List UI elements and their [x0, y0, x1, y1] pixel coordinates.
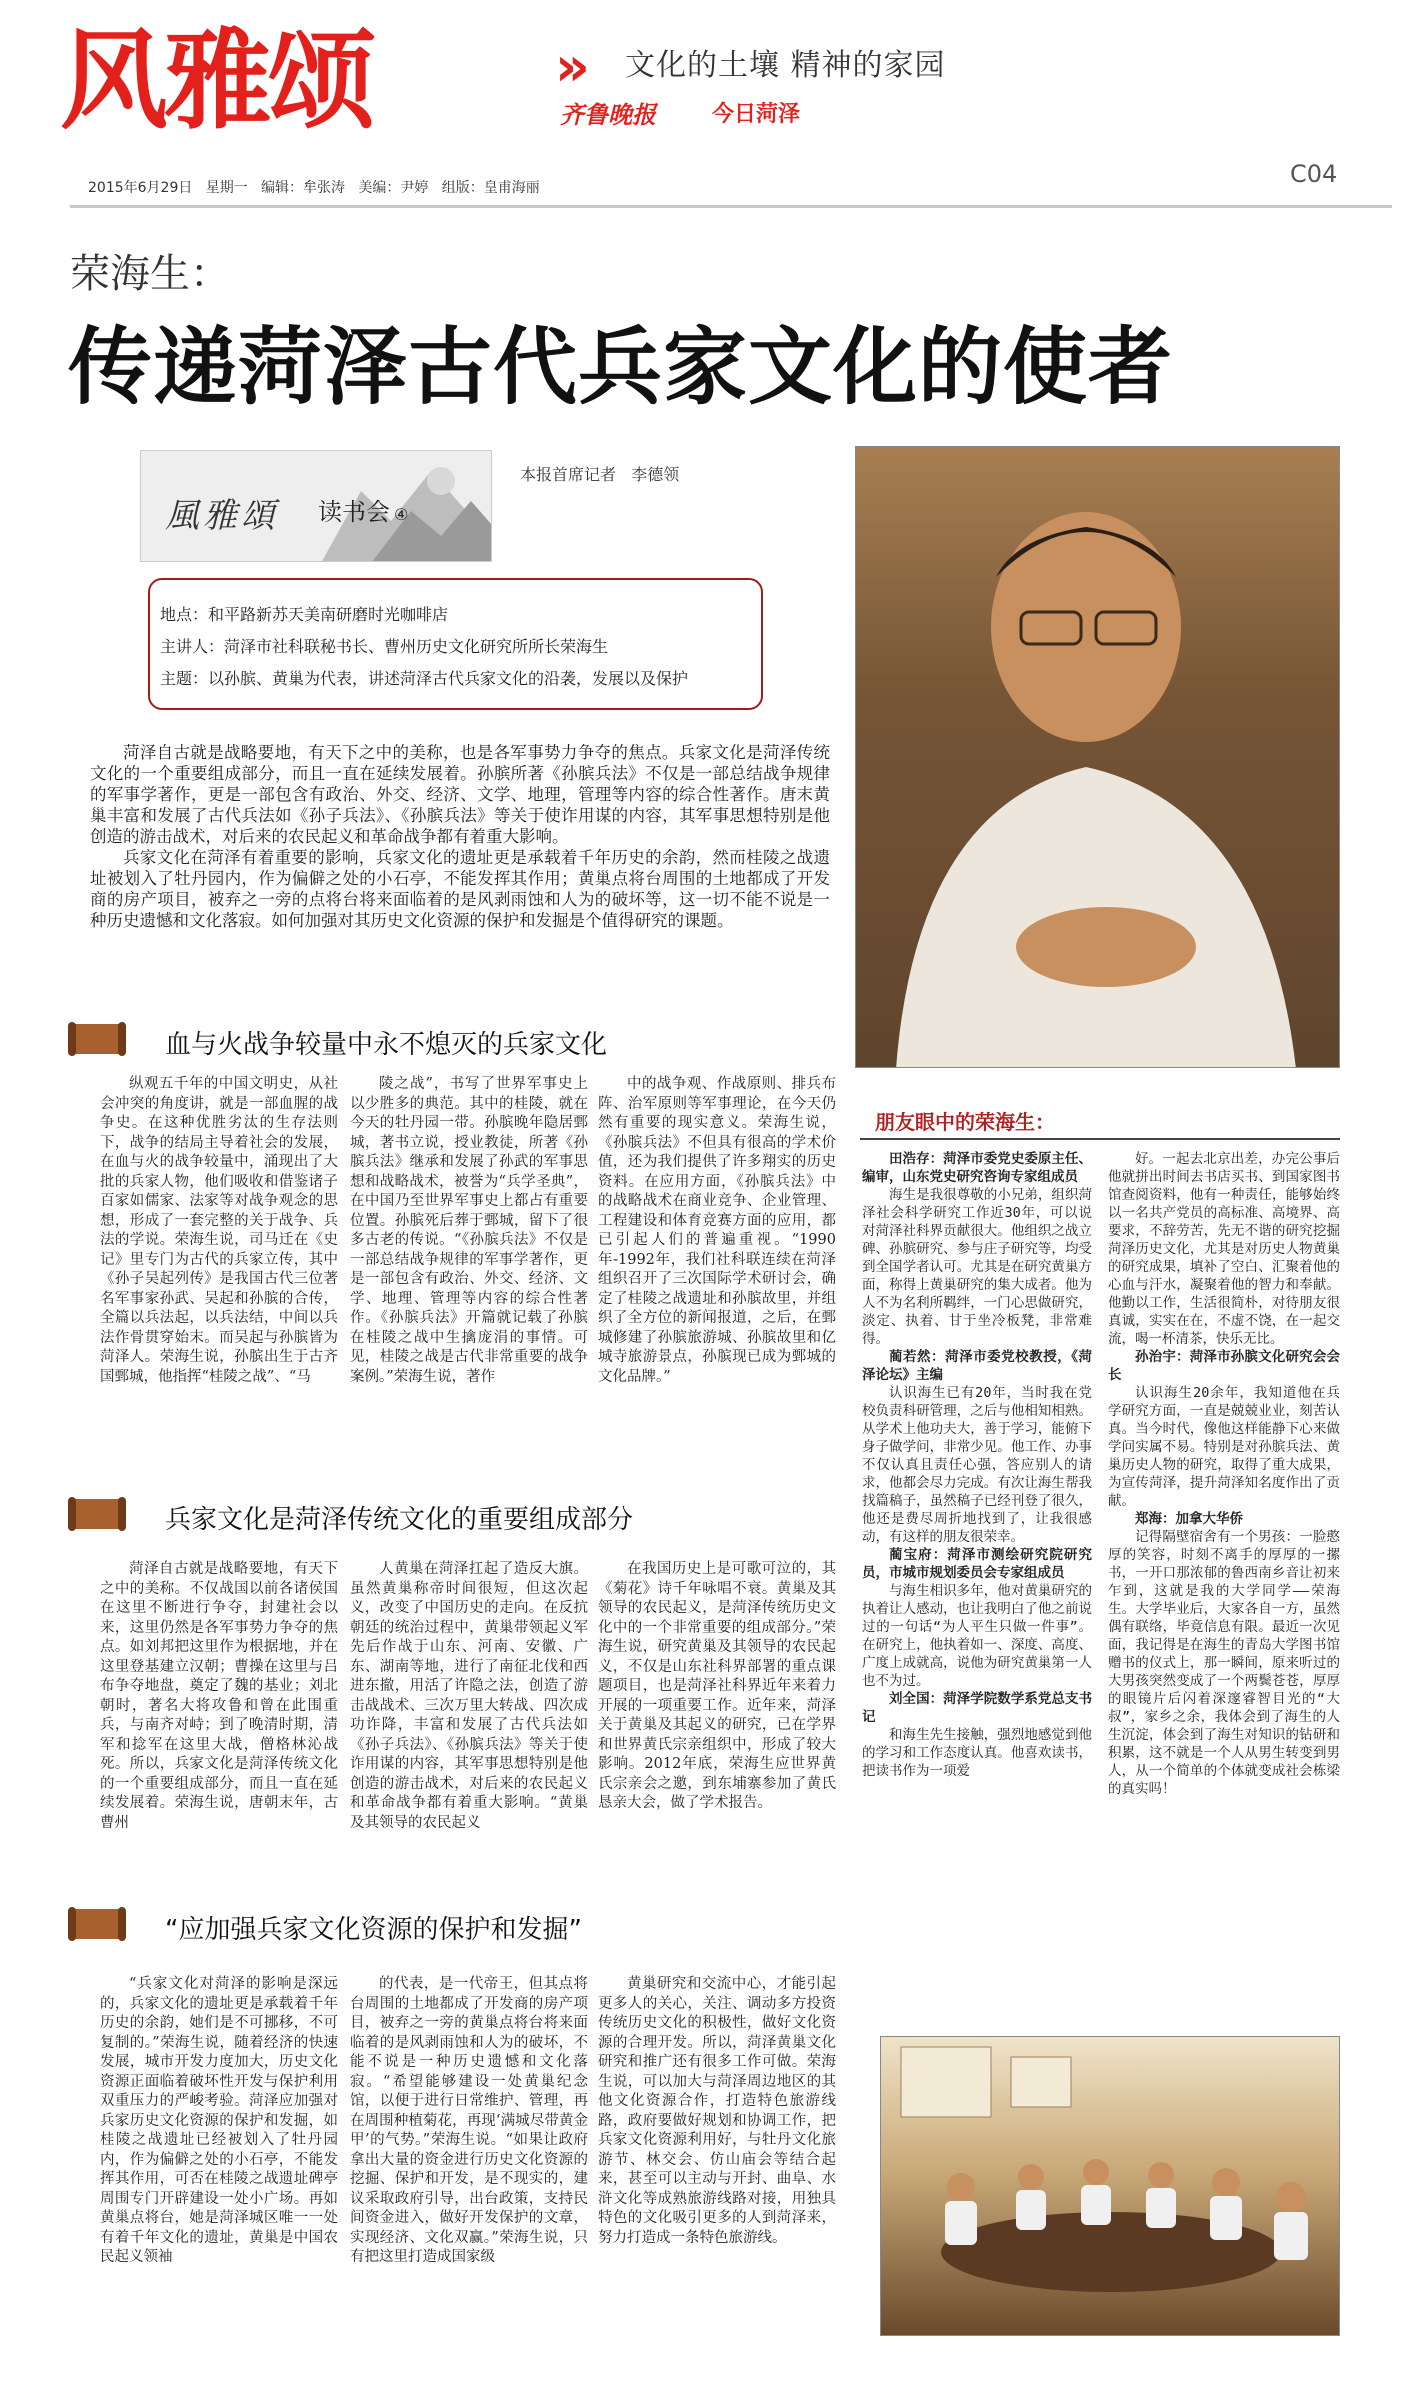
page-number: C04	[1290, 160, 1338, 188]
friend-name: 孙治宇：菏泽市孙膑文化研究会会长	[1108, 1349, 1340, 1383]
intro-paragraph: 兵家文化在菏泽有着重要的影响，兵家文化的遗址更是承载着千年历史的余韵，然而桂陵之战遗址被划入了牡丹园内，作为偏僻之处的小石亭，不能发挥其作用；黄巢点将台周围的土地都成了开发商的房产项目，被弃之一旁的点将台将来面临着的是风剥雨蚀和人为的破坏等，这一切不能不说是一种历史遗憾和文化落寂。如何加强对其历史文化资源的保护和发掘是个值得研究的课题。	[90, 848, 830, 930]
friends-divider	[860, 1138, 1340, 1140]
friend-quote: 认识海生已有20年，当时我在党校负责科研管理，之后与他相知相熟。从学术上他功夫大，善于学习，能俯下身子做学问，非常少见。他工作、办事不仅认真且责任心强，答应别人的请求，他都会尽力完成。有次让海生帮我找篇稿子，虽然稿子已经刊登了很久，他还是费尽周折地找到了，让我很感动，有这样的朋友很荣幸。	[862, 1385, 1092, 1545]
friends-column-2	[1108, 1150, 1340, 1798]
section-2-column-1: 菏泽自古就是战略要地，有天下之中的美称。不仅战国以前各诸侯国在这里不断进行争夺，封建社会以来，这里仍然是各军事势力争夺的焦点。如刘邦把这里作为根据地，并在这里登基建立汉朝；曹操在这里与吕布争夺地盘，奠定了魏的基业；刘北朝时，著名大将攻鲁和曾在此围重兵，与南齐对峙；到了晚清时期，清军和捻军在这里大战，僧格林沁战死。所以，兵家文化是菏泽传统文化的一个重要组成部分，而且一直在延续发展着。荣海生说，唐朝末年，古曹州	[100, 1561, 338, 1831]
article-kicker: 荣海生：	[70, 251, 230, 297]
event-speaker: 主讲人：菏泽市社科联秘书长、曹州历史文化研究所所长荣海生	[160, 637, 609, 656]
friends-heading: 朋友眼中的荣海生：	[875, 1110, 1055, 1134]
portrait-photo	[855, 446, 1340, 1068]
byline: 本报首席记者 李德领	[520, 465, 680, 484]
scroll-icon	[68, 1905, 126, 1943]
article-intro	[90, 742, 830, 931]
section-1-column-3: 中的战争观、作战原则、排兵布阵、治军原则等军事理论，在今天仍然有重要的现实意义。荣海生说，《孙膑兵法》不但具有很高的学术价值，还为我们提供了许多翔实的历史资料。在应用方面，《孙膑兵法》中的战略战术在商业竞争、企业管理、工程建设和体育竞赛方面的应用，都已引起人们的普遍重视。“1990年-1992年，我们社科联连续在菏泽组织召开了三次国际学术研讨会，确定了桂陵之战遗址和孙膑故里，并组织了全方位的新闻报道，之后，在鄄城修建了孙膑旅游城、孙膑故里和亿城寺旅游景点，孙膑现已成为鄄城的文化品牌。”	[598, 1076, 836, 1385]
newspaper-name: 齐鲁晚报	[560, 100, 656, 129]
friend-quote: 好。一起去北京出差，办完公事后他就拼出时间去书店买书、到国家图书馆查阅资料，他有一种责任，能够始终以一名共产党员的高标准、高境界、高要求，不辞劳苦，先无不谐的研究挖掘菏泽历史文化，尤其是对历史人物黄巢的研究成果，填补了空白、汇聚着他的心血与汗水，凝聚着他的智力和奉献。他勤以工作，生活很简朴，对待朋友很真诚，实实在在，不虚不饶，在一起交流，喝一杯清茶，快乐无比。	[1108, 1151, 1340, 1347]
masthead-logo: 风雅颂	[60, 19, 373, 144]
friend-quote: 和海生先生接触，强烈地感觉到他的学习和工作态度认真。他喜欢读书，把读书作为一项爱	[862, 1727, 1092, 1779]
section-3-column-2: 的代表，是一代帝王，但其点将台周围的土地都成了开发商的房产项目，被弃之一旁的黄巢点将台将来面临着的是风剥雨蚀和人为的破坏，不能不说是一种历史遗憾和文化落寂。“希望能够建设一处黄巢纪念馆，以便于进行日常维护、管理，再在周围种植菊花，再现‘满城尽带黄金甲’的气势。”荣海生说。“如果让政府拿出大量的资金进行历史文化资源的挖掘、保护和开发，是不现实的，建议采取政府引导，出台政策，支持民间资金进入，做好开发保护的文章，实现经济、文化双赢。”荣海生说，只有把这里打造成国家级	[350, 1976, 588, 2265]
section-heading: 兵家文化是菏泽传统文化的重要组成部分	[165, 1505, 634, 1535]
scroll-icon	[68, 1020, 126, 1058]
section-2-column-2: 人黄巢在菏泽扛起了造反大旗。虽然黄巢称帝时间很短，但这次起义，改变了中国历史的走向。在反抗朝廷的统治过程中，黄巢带领起义军先后作战于山东、河南、安徽、广东、湖南等地，进行了南征北伐和西进东撤，用活了许隐之法，创造了游击战战术、三次万里大转战、四次成功诈降，丰富和发展了古代兵法如《孙子兵法》、《孙膑兵法》等关于使诈用谋的内容，其军事思想特别是他创造的游击战术，对后来的农民起义和革命战争都有着重大影响。“黄巢及其领导的农民起义	[350, 1561, 588, 1831]
meeting-scene	[881, 2037, 1340, 2336]
reading-club-logo-text: 風雅頌	[165, 496, 279, 536]
section-1-column-2: 陵之战”，书写了世界军事史上以少胜多的典范。其中的桂陵，就在今天的牡丹园一带。孙膑晚年隐居鄄城，著书立说，授业教徒，所著《孙膑兵法》继承和发展了孙武的军事思想和战略战术，被誉为“兵学圣典”，在中国乃至世界军事史上都占有重要位置。孙膑死后葬于鄄城，留下了很多古老的传说。“《孙膑兵法》不仅是一部总结战争规律的军事学著作，更是一部包含有政治、外交、经济、文学、地理、管理等内容的综合性著作。《孙膑兵法》开篇就记载了孙膑在桂陵之战中生擒庞涓的事情。可见，桂陵之战是古代非常重要的战争案例。”荣海生说，著作	[350, 1076, 588, 1385]
issue-meta: 2015年6月29日 星期一 编辑：牟张涛 美编：尹婷 组版：皇甫海丽	[88, 180, 540, 196]
friend-name: 郑海：加拿大华侨	[1135, 1511, 1243, 1527]
event-location: 地点：和平路新苏天美南研磨时光咖啡店	[160, 605, 449, 624]
friend-name: 蔺宝府：菏泽市测绘研究院研究员，市城市规划委员会专家组成员	[862, 1547, 1092, 1581]
section-heading: “应加强兵家文化资源的保护和发掘”	[165, 1915, 582, 1945]
meeting-photo	[880, 2036, 1340, 2336]
portrait-figure	[856, 447, 1340, 1068]
article-headline: 传递菏泽古代兵家文化的使者	[68, 318, 1174, 416]
scroll-icon	[68, 1495, 126, 1533]
intro-paragraph: 菏泽自古就是战略要地，有天下之中的美称，也是各军事势力争夺的焦点。兵家文化是菏泽传统文化的一个重要组成部分，而且一直在延续发展着。孙膑所著《孙膑兵法》不仅是一部总结战争规律的军事学著作，更是一部包含有政治、外交、经济、文学、地理，管理等内容的综合性著作。唐末黄巢丰富和发展了古代兵法如《孙子兵法》、《孙膑兵法》等关于使诈用谋的内容，其军事思想特别是他创造的游击战术，对后来的农民起义和革命战争都有着重大影响。	[90, 743, 830, 846]
friend-quote: 海生是我很尊敬的小兄弟，组织菏泽社会科学研究工作近30年，可以说对菏泽社科界贡献很大。他组织之战立碑、孙膑研究、参与庄子研究等，均受到全国学者认可。尤其是在研究黄巢方面，称得上黄巢研究的集大成者。他为人不为名利所羁绊，一门心思做研究，淡定、执着、甘于坐冷板凳，非常难得。	[862, 1187, 1092, 1347]
header-divider	[70, 205, 1392, 208]
chevron-icon: »	[555, 35, 590, 98]
section-2-column-3: 在我国历史上是可歌可泣的，其《菊花》诗千年咏唱不衰。黄巢及其领导的农民起义，是菏泽传统历史文化中的一个非常重要的组成部分。”荣海生说，研究黄巢及其领导的农民起义，不仅是山东社科界部署的重点课题项目，也是菏泽社科界近年来着力开展的一项重要工作。近年来，菏泽关于黄巢及其起义的研究，已在学界和世界黄氏宗亲组织中，形成了较大影响。2012年底，荣海生应世界黄氏宗亲会之邀，到东埔寨参加了黄氏恳亲大会，做了学术报告。	[598, 1561, 836, 1811]
friends-column-1	[862, 1150, 1092, 1780]
reading-club-label: 读书会 ④	[318, 498, 409, 526]
event-topic: 主题：以孙膑、黄巢为代表，讲述菏泽古代兵家文化的沿袭，发展以及保护	[160, 669, 689, 688]
section-3-column-3: 黄巢研究和交流中心，才能引起更多人的关心，关注、调动多方投资传统历史文化的积极性，做好文化资源的合理开发。所以，菏泽黄巢文化研究和推广还有很多工作可做。荣海生说，可以加大与菏泽周边地区的其他文化资源合作，打造特色旅游线路，政府要做好规划和协调工作，把兵家文化资源利用好，与牡丹文化旅游节、林交会、仿山庙会等结合起来，甚至可以主动与开封、曲阜、水浒文化等成熟旅游线路对接，用独具特色的文化吸引更多的人到菏泽来，努力打造成一条特色旅游线。	[598, 1976, 836, 2246]
section-1-column-1: 纵观五千年的中国文明史，从社会冲突的角度讲，就是一部血腥的战争史。在这种优胜劣汰的生存法则下，战争的结局主导着社会的发展，在血与火的战争较量中，涌现出了大批的兵家人物，他们吸收和借鉴诸子百家如儒家、法家等对战争观念的思想，形成了一套完整的关于战争、兵法的学说。荣海生说，司马迁在《史记》里专门为古代的兵家立传，其中《孙子吴起列传》是我国古代三位著名军事家孙武、吴起和孙膑的合传，全篇以兵法起，以兵法结，中间以兵法作骨贯穿始末。而吴起与孙膑皆为菏泽人。荣海生说，孙膑出生于古齐国鄄城，他指挥“桂陵之战”、“马	[100, 1076, 338, 1385]
section-3-column-1: “兵家文化对菏泽的影响是深远的，兵家文化的遗址更是承载着千年历史的余韵，她们是不可挪移，不可复制的。”荣海生说，随着经济的快速发展，城市开发力度加大，历史文化资源正面临着破坏性开发与保护利用双重压力的严峻考验。菏泽应加强对兵家历史文化资源的保护和发掘，如桂陵之战遗址已经被划入了牡丹园内，作为偏僻之处的小石亭，不能发挥其作用，可否在桂陵之战遗址碑亭周围专门开辟建设一处小广场。再如黄巢点将台，她是菏泽城区唯一一处有着千年文化的遗址，黄巢是中国农民起义领袖	[100, 1976, 338, 2265]
masthead-slogan: 文化的土壤 精神的家园	[625, 48, 946, 83]
friend-quote: 与海生相识多年，他对黄巢研究的执着让人感动，也让我明白了他之前说过的一句话“为人平生只做一件事”。在研究上，他执着如一、深度、高度、广度上成就高，说他为研究黄巢第一人也不为过。	[862, 1583, 1092, 1689]
friend-name: 刘全国：菏泽学院数学系党总支书记	[862, 1691, 1092, 1725]
friend-quote: 认识海生20余年，我知道他在兵学研究方面，一直是兢兢业业，刻苦认真。当今时代，像他这样能静下心来做学问实属不易。特别是对孙膑兵法、黄巢历史人物的研究，取得了重大成果，为宣传菏泽，提升菏泽知名度作出了贡献。	[1108, 1385, 1340, 1509]
friend-name: 蔺若然：菏泽市委党校教授，《菏泽论坛》主编	[862, 1349, 1092, 1383]
friend-quote: 记得隔壁宿舍有一个男孩：一脸憨厚的笑容，时刻不离手的厚厚的一摞书，一开口那浓郁的鲁西南乡音让初来乍到，这就是我的大学同学——荣海生。大学毕业后，大家各自一方，虽然偶有联络，毕竟信息有限。最近一次见面，我记得是在海生的青岛大学图书馆赠书的仪式上，那一瞬间，原来听过的大男孩突然变成了一个两鬓苍苍，厚厚的眼镜片后闪着深邃睿智目光的“大叔”，家乡之余，我体会到了海生的人生沉淀，体会到了海生对知识的钻研和积累，这不就是一个人从男生转变到男人，从一个简单的个体就变成社会栋梁的真实吗！	[1108, 1529, 1340, 1797]
section-heading: 血与火战争较量中永不熄灭的兵家文化	[165, 1030, 608, 1060]
friend-name: 田浩存：菏泽市委党史委原主任、编审，山东党史研究咨询专家组成员	[862, 1151, 1092, 1185]
edition-name: 今日菏泽	[712, 102, 801, 127]
